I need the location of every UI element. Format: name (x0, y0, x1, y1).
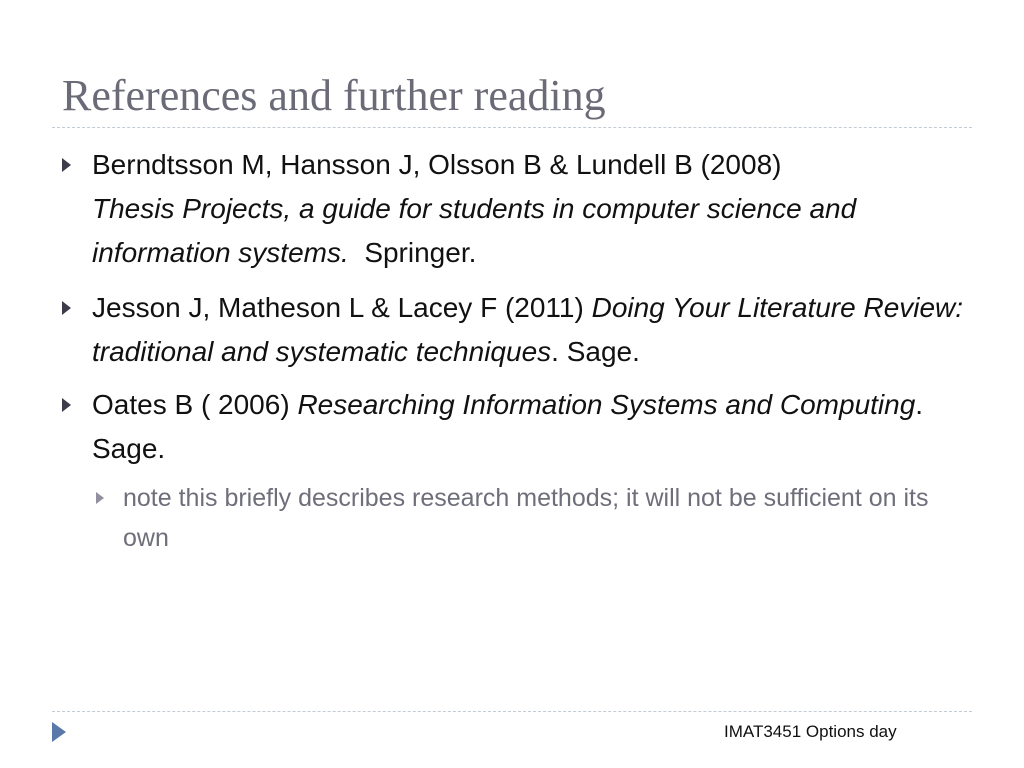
reference-authors: Jesson J, Matheson L & Lacey F (2011) (92, 292, 584, 323)
reference-publisher: . Sage. (551, 336, 640, 367)
bullet-arrow-icon (62, 398, 71, 412)
reference-title: Thesis Projects, a guide for students in computer science and information systems. (92, 193, 857, 268)
reference-publisher: . Sage. (92, 389, 924, 464)
bullet-arrow-icon (62, 301, 71, 315)
bullet-arrow-icon (62, 158, 71, 172)
reference-item (92, 383, 972, 471)
reference-item (92, 143, 972, 275)
reference-title: Doing Your Literature Review: traditional and systematic techniques (92, 292, 964, 367)
reference-note (123, 478, 943, 558)
note-text: note this briefly describes research methods; it will not be sufficient on its own (123, 484, 929, 552)
reference-title: Researching Information Systems and Computing (297, 389, 916, 420)
reference-item (92, 286, 972, 374)
slide-title: References and further reading (62, 71, 606, 120)
footer-divider (52, 711, 972, 712)
footer-arrow-icon (52, 722, 66, 742)
reference-publisher: Springer. (364, 237, 477, 268)
sub-bullet-arrow-icon (96, 492, 104, 504)
reference-authors: Oates B ( 2006) (92, 389, 290, 420)
title-divider (52, 127, 972, 128)
reference-authors: Berndtsson M, Hansson J, Olsson B & Lundell B (2008) (92, 149, 782, 180)
footer-label: IMAT3451 Options day (724, 722, 897, 741)
